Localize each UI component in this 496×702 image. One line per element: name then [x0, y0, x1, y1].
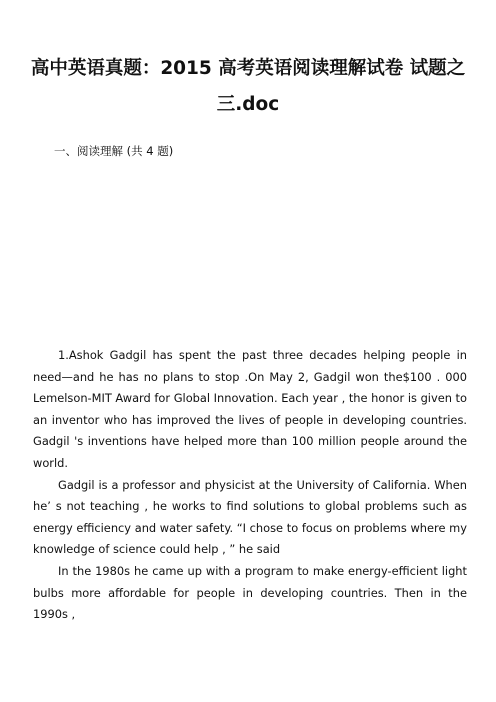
document-title-line-2: 三.doc	[216, 94, 280, 115]
document-title-line-1: 高中英语真题：2015 高考英语阅读理解试卷 试题之	[30, 58, 466, 79]
document-body	[33, 345, 467, 626]
paragraph-2: Gadgil is a professor and physicist at the University of California. When he’ s not teaching , he works to find solutions to global problems such as energy efficiency and water safety. “I chose to focus on problems where my knowledge of science could help , ” he said	[33, 477, 467, 557]
section-heading: 一、阅读理解 (共 4 题)	[54, 144, 174, 158]
paragraph-1: 1.Ashok Gadgil has spent the past three decades helping people in need—and he has no plans to stop .On May 2, Gadgil won the$100 . 000 Lemelson-MIT Award for Global Innovation. Each year , the honor is given to an inventor who has improved the lives of people in developing countries. Gadgil 's inventions have helped more than 100 million people around the world.	[33, 348, 467, 470]
paragraph-3: In the 1980s he came up with a program to make energy-efficient light bulbs more affordable for people in developing countries. Then in the 1990s ,	[33, 563, 467, 622]
